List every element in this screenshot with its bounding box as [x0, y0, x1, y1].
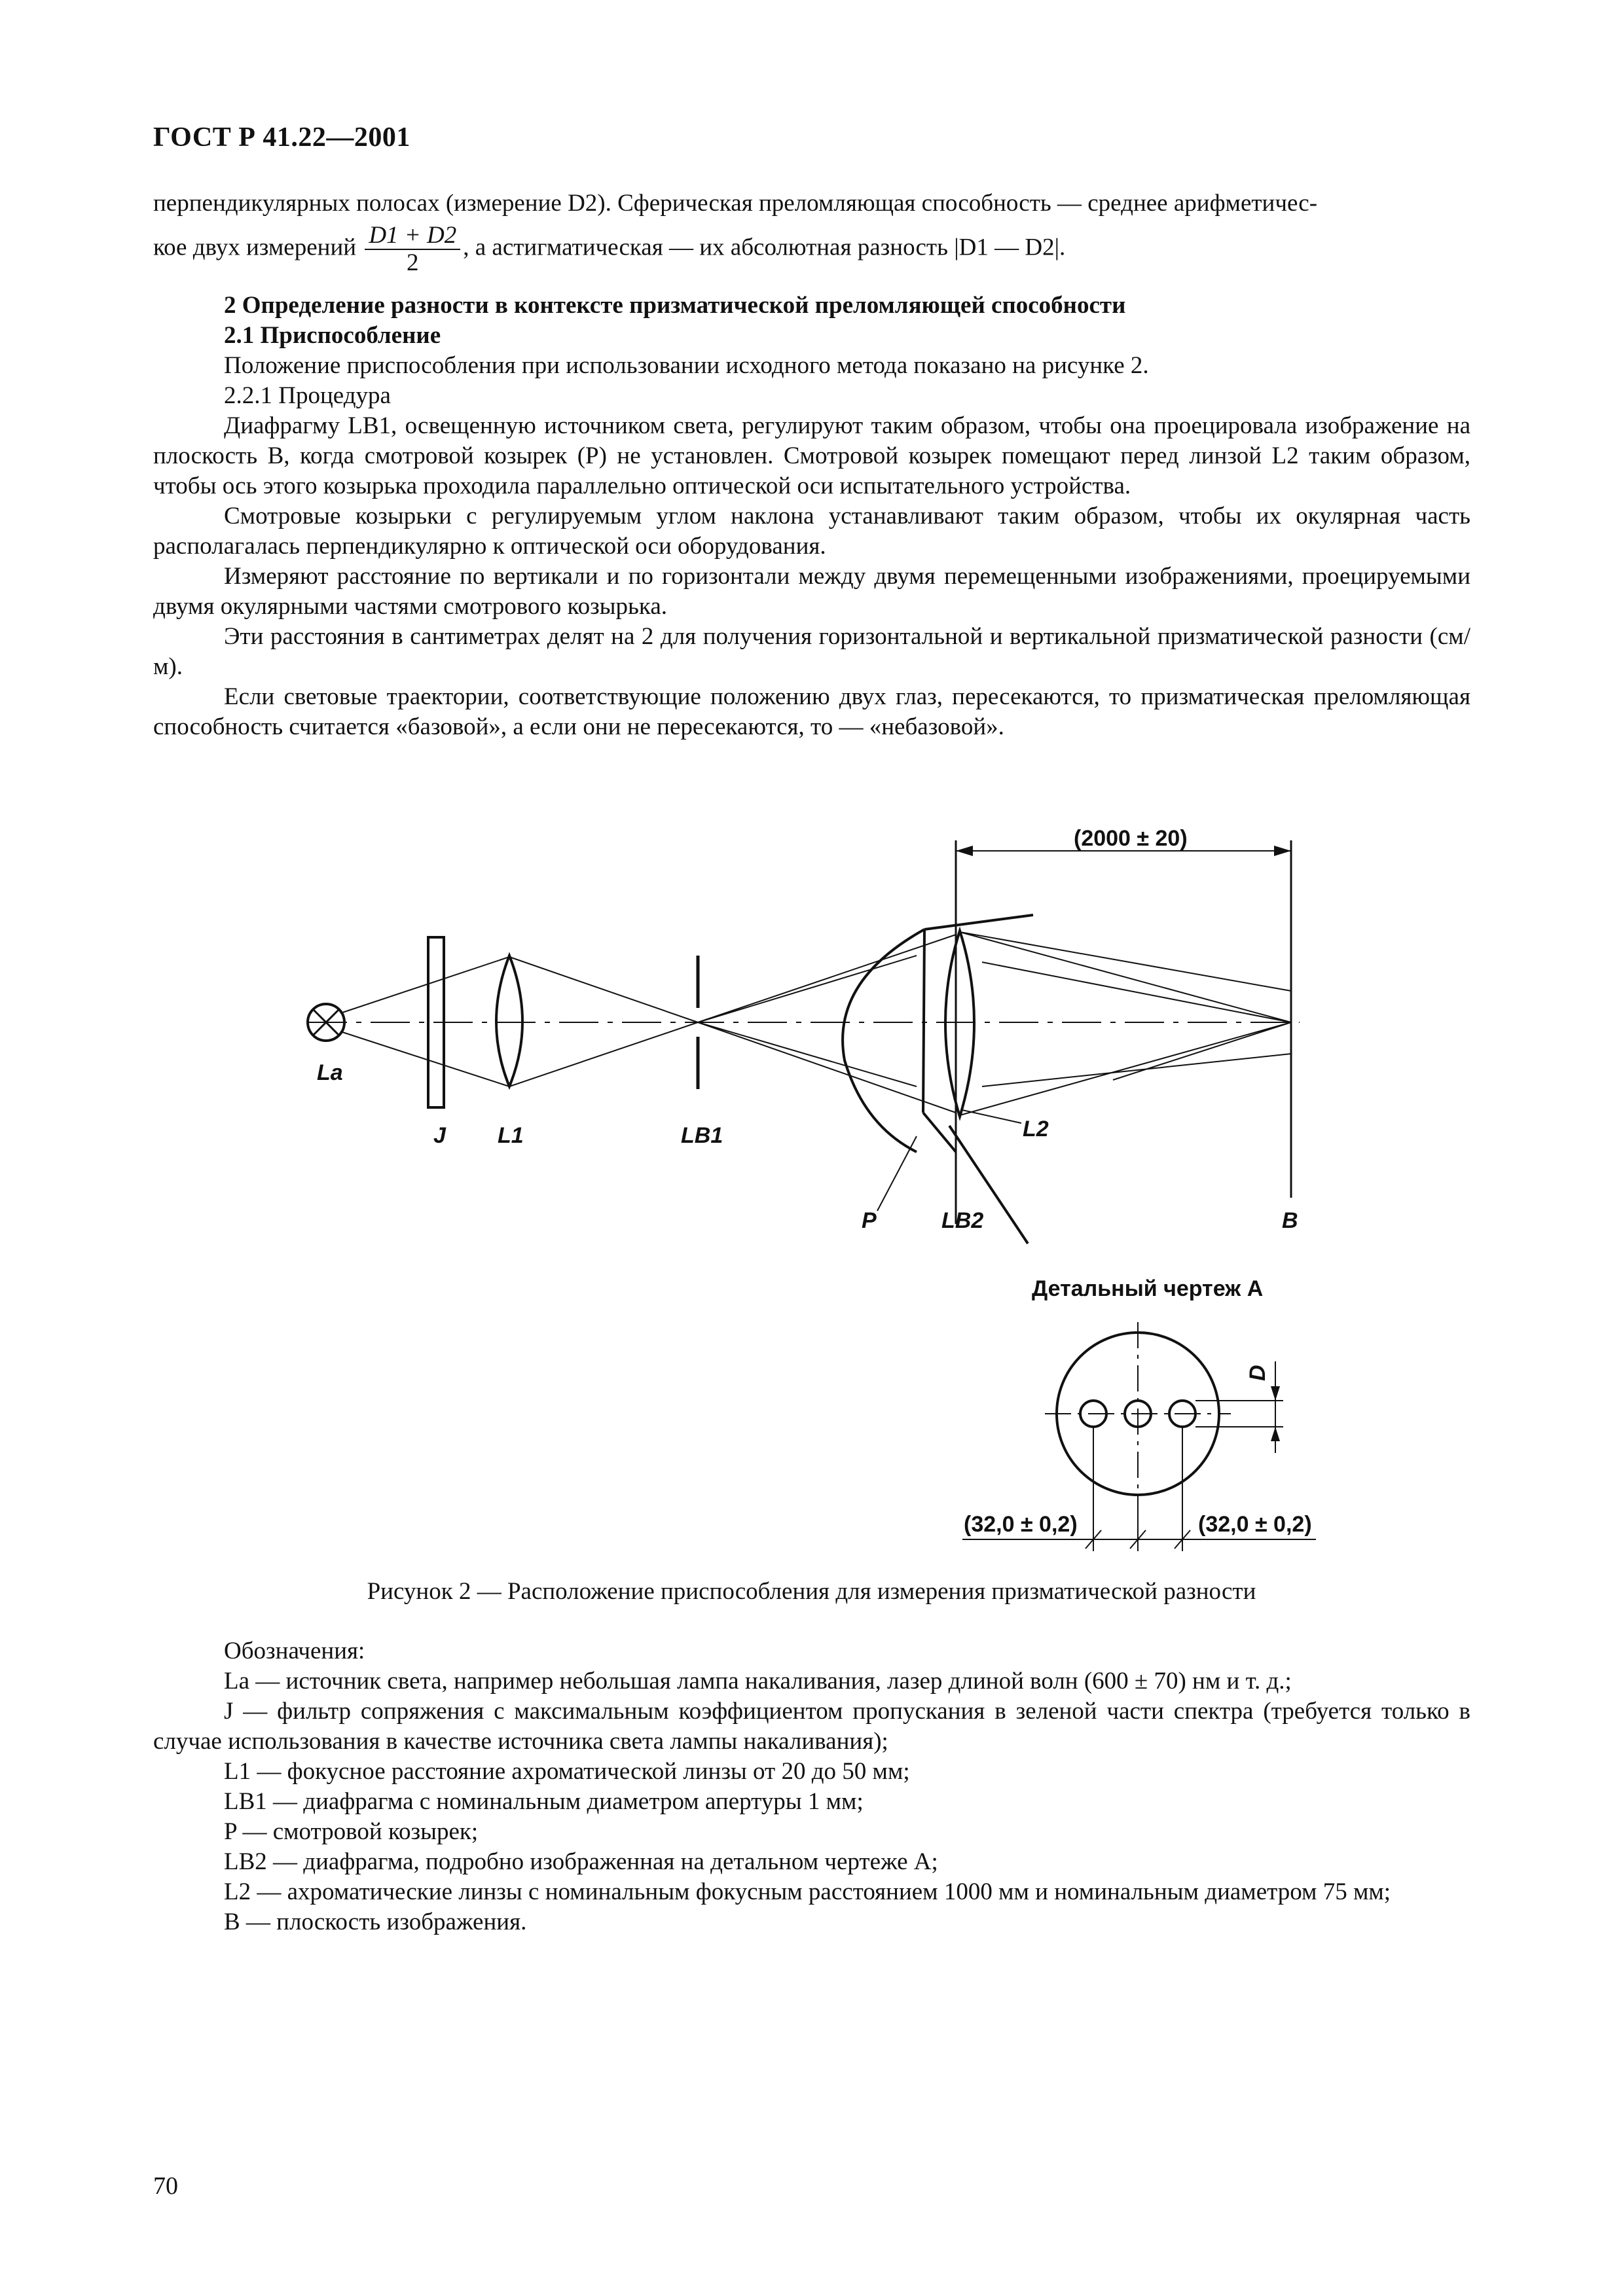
fraction-denominator: 2: [407, 249, 419, 276]
section-2-2-1-title: 2.2.1 Процедура: [224, 382, 391, 409]
section-2-1-title: 2.1 Приспособление: [224, 322, 441, 349]
label-p: P: [862, 1208, 877, 1233]
lens-l1: [496, 956, 522, 1086]
label-l2: L2: [1023, 1117, 1049, 1141]
legend-item: J — фильтр сопряжения с максимальным коэффициентом пропускания в зеленой части спектра (требуется только в случае использования в качестве источника света лампы накаливания);: [153, 1698, 1470, 1755]
label-la: La: [317, 1060, 343, 1085]
visor-p: [843, 929, 924, 1152]
paragraph: Измеряют расстояние по вертикали и по горизонтали между двумя перемещенными изображениями, проецируемыми двумя окулярными частями смотрового козырька.: [153, 563, 1470, 620]
intro-line-2-pre: кое двух измерений: [153, 234, 357, 261]
section-2-title: 2 Определение разности в контексте призматической преломляющей способности: [224, 292, 1126, 319]
document-header: ГОСТ Р 41.22—2001: [153, 122, 410, 152]
section-2-1-text: Положение приспособления при использовании исходного метода показано на рисунке 2.: [224, 352, 1149, 379]
legend-item: LB1 — диафрагма с номинальным диаметром апертуры 1 мм;: [224, 1788, 864, 1815]
label-d: D: [1245, 1365, 1270, 1381]
legend-item: LB2 — диафрагма, подробно изображенная на детальном чертеже А;: [224, 1848, 938, 1875]
detail-a-title: Детальный чертеж А: [1032, 1276, 1264, 1301]
fraction-numerator: D1 + D2: [365, 223, 460, 250]
intro-line-2-post: , а астигматическая — их абсолютная разность |D1 — D2|.: [463, 234, 1066, 261]
page-number: 70: [153, 2172, 178, 2200]
legend-block: [153, 1636, 1470, 1937]
figure-caption: Рисунок 2 — Расположение приспособления для измерения призматической разности: [367, 1578, 1256, 1605]
lens-l2: [945, 931, 974, 1117]
paragraph: Смотровые козырьки с регулируемым углом наклона устанавливают таким образом, чтобы их окулярная часть располагалась перпендикулярно к оптической оси оборудования.: [153, 503, 1470, 560]
dimension-left-label: (32,0 ± 0,2): [964, 1512, 1078, 1537]
legend-item: B — плоскость изображения.: [224, 1909, 527, 1935]
label-lb2: LB2: [941, 1208, 984, 1233]
paragraph: Диафрагму LB1, освещенную источником света, регулируют таким образом, чтобы она проецировала изображение на плоскость B, когда смотровой козырек (P) не установлен. Смотровой козырек помещают перед линзой L2 таким образом, чтобы ось этого козырька проходила параллельно оптической оси испытательного устройства.: [153, 412, 1470, 499]
legend-item: La — источник света, например небольшая лампа накаливания, лазер длиной волн (600 ± 70) нм и т. д.;: [224, 1668, 1292, 1695]
legend-item: L1 — фокусное расстояние ахроматической линзы от 20 до 50 мм;: [224, 1758, 910, 1785]
dimension-right-label: (32,0 ± 0,2): [1198, 1512, 1312, 1537]
label-j: J: [433, 1123, 446, 1148]
dimension-2000-label: (2000 ± 20): [1074, 826, 1188, 851]
label-lb1: LB1: [681, 1123, 723, 1148]
paragraph: Если световые траектории, соответствующие положению двух глаз, пересекаются, то призматическая преломляющая способность считается «базовой», а если они не пересекаются, то — «небазовой».: [153, 683, 1470, 740]
legend-item: P — смотровой козырек;: [224, 1818, 479, 1845]
intro-line-1: перпендикулярных полосах (измерение D2). Сферическая преломляющая способность — среднее арифметичес-: [153, 190, 1318, 217]
paragraph: Эти расстояния в сантиметрах делят на 2 для получения горизонтальной и вертикальной призматической разности (см/м).: [153, 623, 1470, 680]
label-b: B: [1282, 1208, 1298, 1233]
legend-item: L2 — ахроматические линзы с номинальным фокусным расстоянием 1000 мм и номинальным диаметром 75 мм;: [224, 1878, 1391, 1905]
legend-title: Обозначения:: [224, 1638, 365, 1664]
label-l1: L1: [498, 1123, 524, 1148]
